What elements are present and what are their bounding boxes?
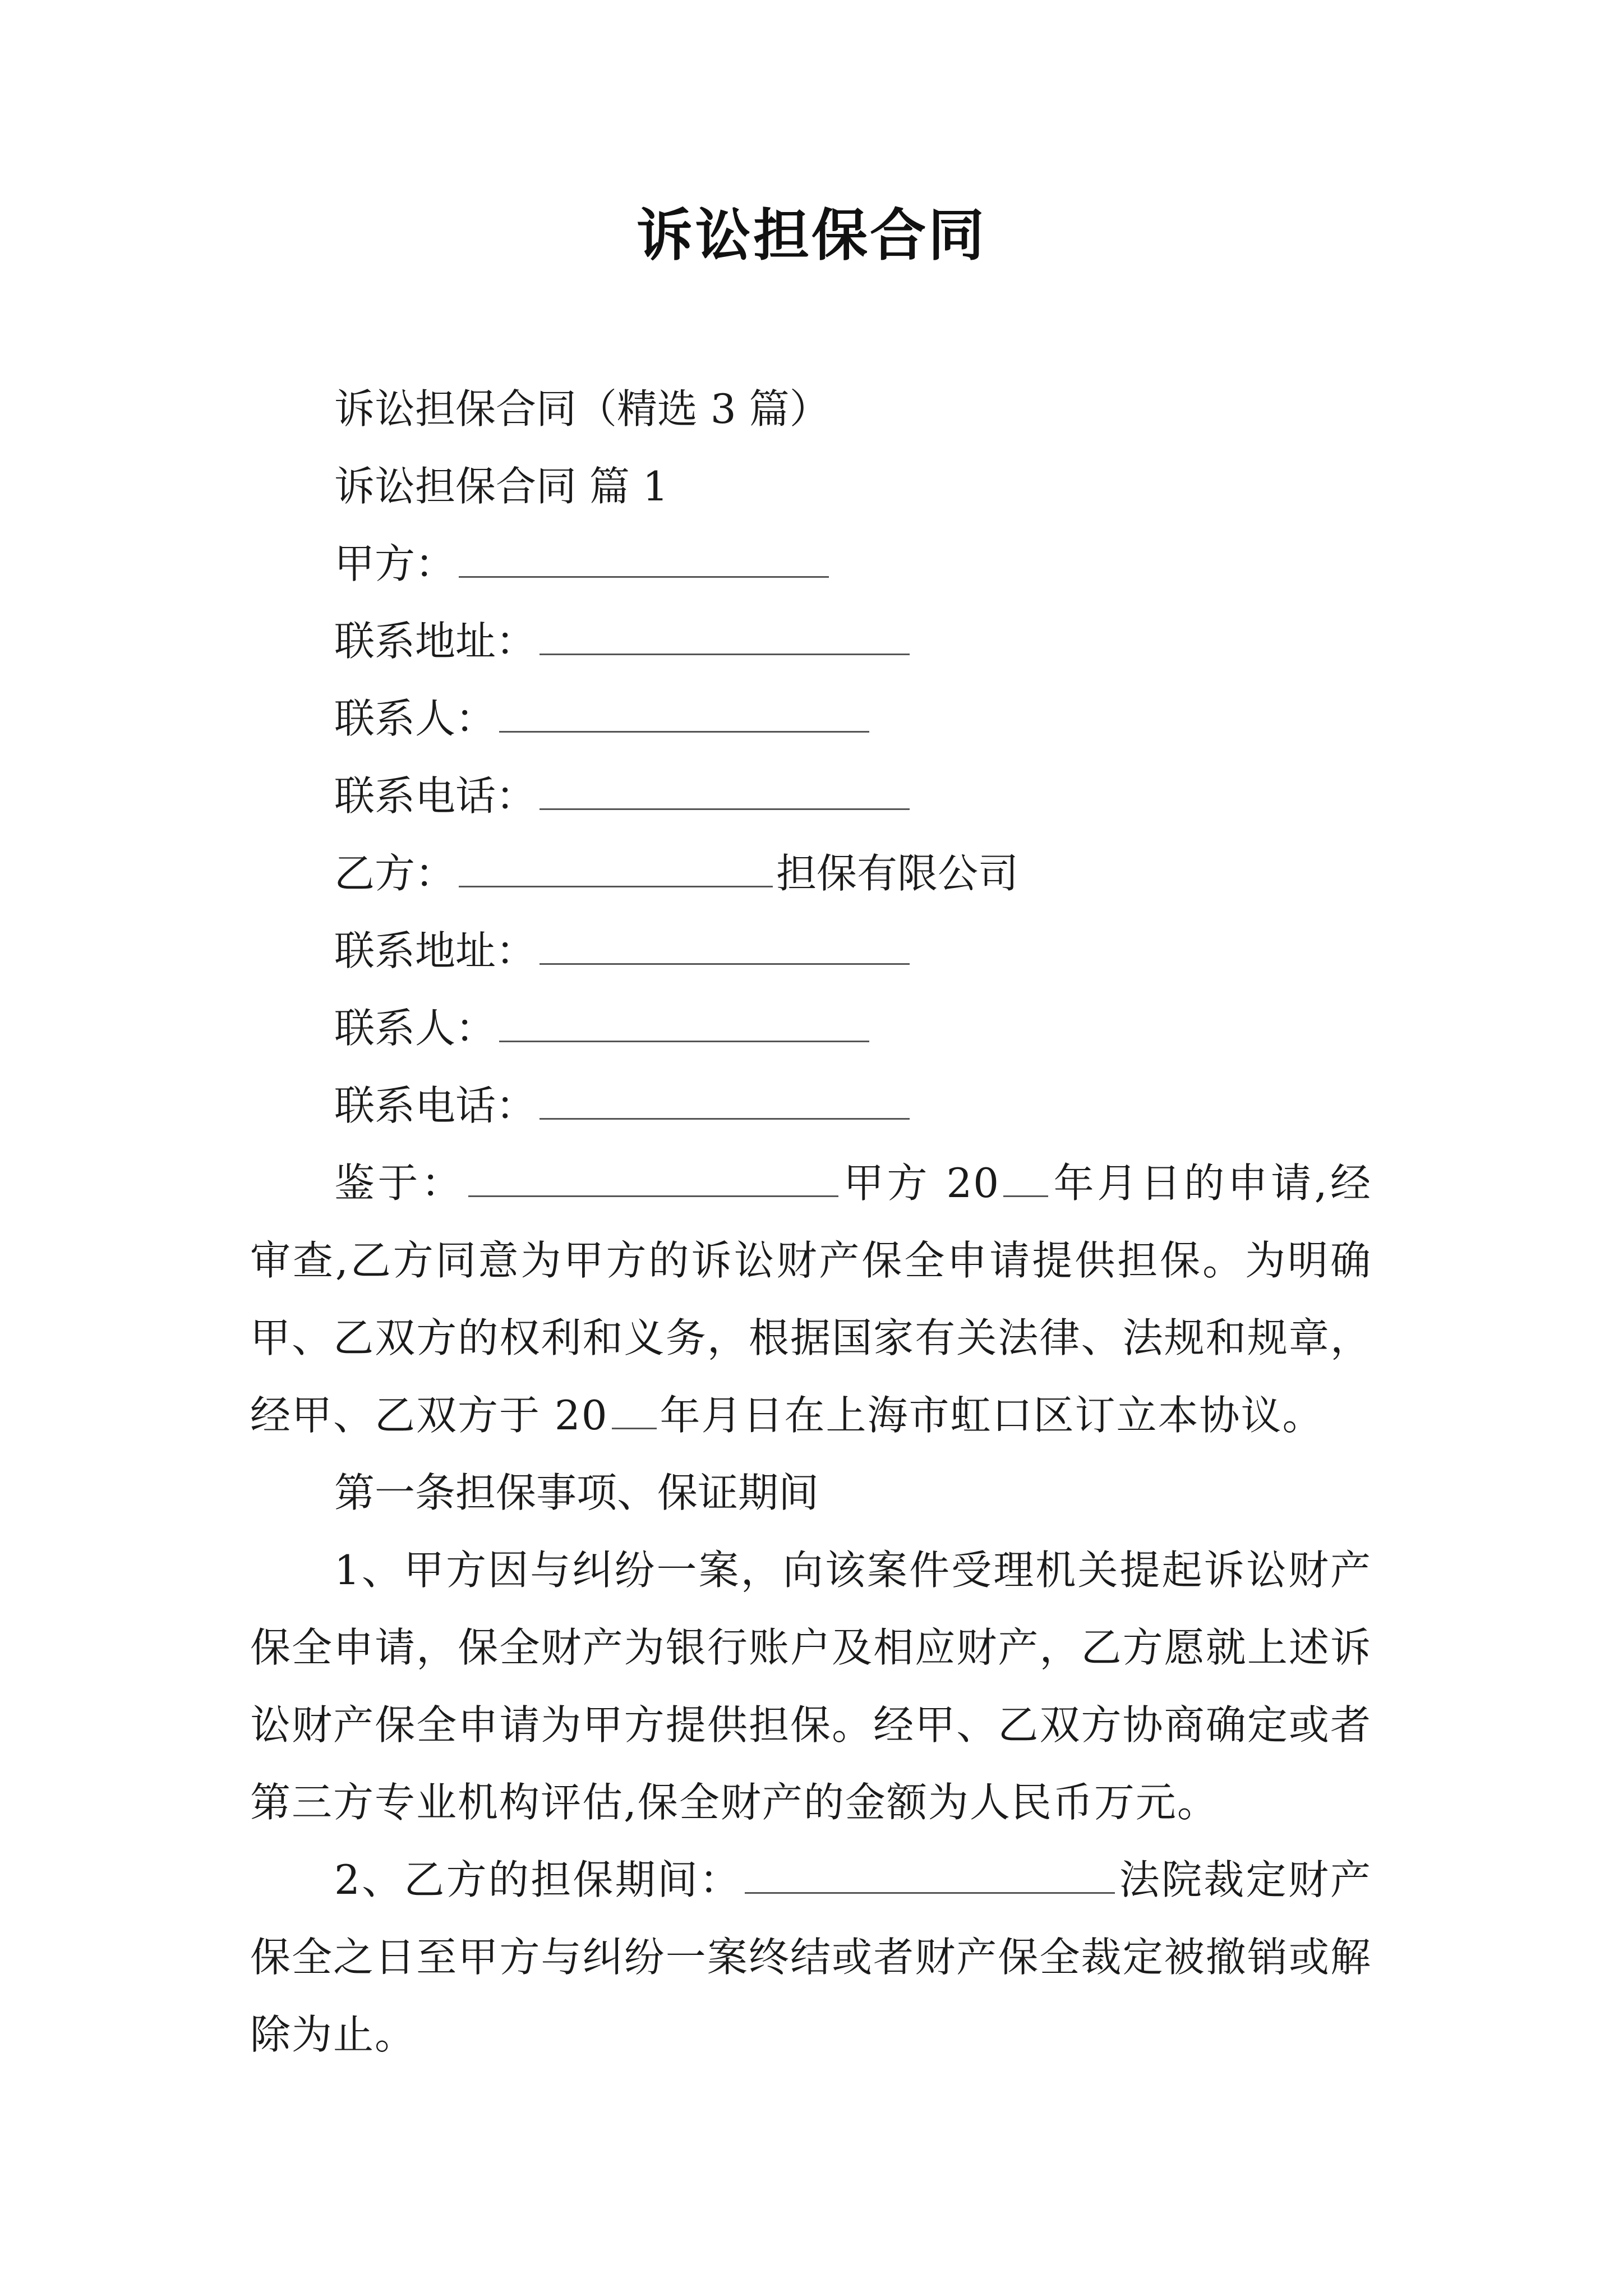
party-b-phone-line bbox=[250, 1067, 1372, 1144]
clause-2-part2: 法院裁定财产保全之日至甲方与纠纷一案终结或者财产保全裁定被撤销或解除为止。 bbox=[250, 1856, 1372, 2058]
party-b-blank bbox=[459, 852, 773, 887]
document-title: 诉讼担保合同 bbox=[637, 203, 986, 268]
party-b-address-label: 联系地址： bbox=[334, 927, 537, 974]
document-body bbox=[250, 370, 1372, 2073]
party-a-label: 甲方： bbox=[334, 540, 456, 587]
party-a-phone-line bbox=[250, 757, 1372, 835]
clause-2-part1: 2、乙方的担保期间： bbox=[334, 1856, 742, 1903]
party-b-phone-label: 联系电话： bbox=[334, 1082, 537, 1129]
preamble-year-blank-2 bbox=[612, 1394, 657, 1429]
preamble-part4: 年月日在上海市虹口区订立本协议。 bbox=[660, 1392, 1324, 1439]
preamble-part1: 鉴于： bbox=[334, 1159, 465, 1207]
clause-1-paragraph: 1、甲方因与纠纷一案，向该案件受理机关提起诉讼财产保全申请，保全财产为银行账户及相应财产，乙方愿就上述诉讼财产保全申请为甲方提供担保。经甲、乙双方协商确定或者第三方专业机构评估,保全财产的金额为人民币万元。 bbox=[250, 1547, 1372, 1826]
preamble-part3: 年月日的申请,经审查,乙方同意为甲方的诉讼财产保全申请提供担保。为明确甲、乙双方的权利和义务，根据国家有关法律、法规和规章，经甲、乙双方于 20 bbox=[250, 1159, 1372, 1439]
party-b-line bbox=[250, 835, 1372, 912]
preamble-blank bbox=[468, 1162, 838, 1197]
party-b-suffix: 担保有限公司 bbox=[776, 850, 1019, 897]
party-a-contact-line bbox=[250, 680, 1372, 757]
party-b-label: 乙方： bbox=[334, 850, 456, 897]
party-a-phone-blank bbox=[540, 775, 910, 810]
preamble-year-blank-1 bbox=[1003, 1162, 1048, 1197]
party-b-phone-blank bbox=[540, 1084, 910, 1120]
party-a-blank bbox=[459, 542, 829, 578]
party-a-contact-blank bbox=[499, 697, 869, 733]
party-b-contact-blank bbox=[499, 1007, 869, 1042]
section-heading: 诉讼担保合同 篇 1 bbox=[334, 463, 668, 510]
party-b-contact-label: 联系人： bbox=[334, 1005, 496, 1052]
preamble-part2: 甲方 20 bbox=[841, 1159, 1000, 1207]
party-b-address-blank bbox=[540, 930, 910, 965]
party-a-phone-label: 联系电话： bbox=[334, 772, 537, 820]
party-a-address-blank bbox=[540, 620, 910, 655]
party-a-line bbox=[250, 525, 1372, 602]
preamble-paragraph bbox=[250, 1144, 1372, 1454]
party-b-contact-line bbox=[250, 990, 1372, 1067]
party-a-address-line bbox=[250, 602, 1372, 680]
article1-heading: 第一条担保事项、保证期间 bbox=[334, 1469, 819, 1516]
party-b-address-line bbox=[250, 912, 1372, 990]
party-a-address-label: 联系地址： bbox=[334, 618, 537, 665]
party-a-contact-label: 联系人： bbox=[334, 695, 496, 742]
clause-2-blank bbox=[745, 1858, 1115, 1894]
clause-2-paragraph bbox=[250, 1841, 1372, 2073]
document-subtitle: 诉讼担保合同（精选 3 篇） bbox=[334, 385, 830, 432]
